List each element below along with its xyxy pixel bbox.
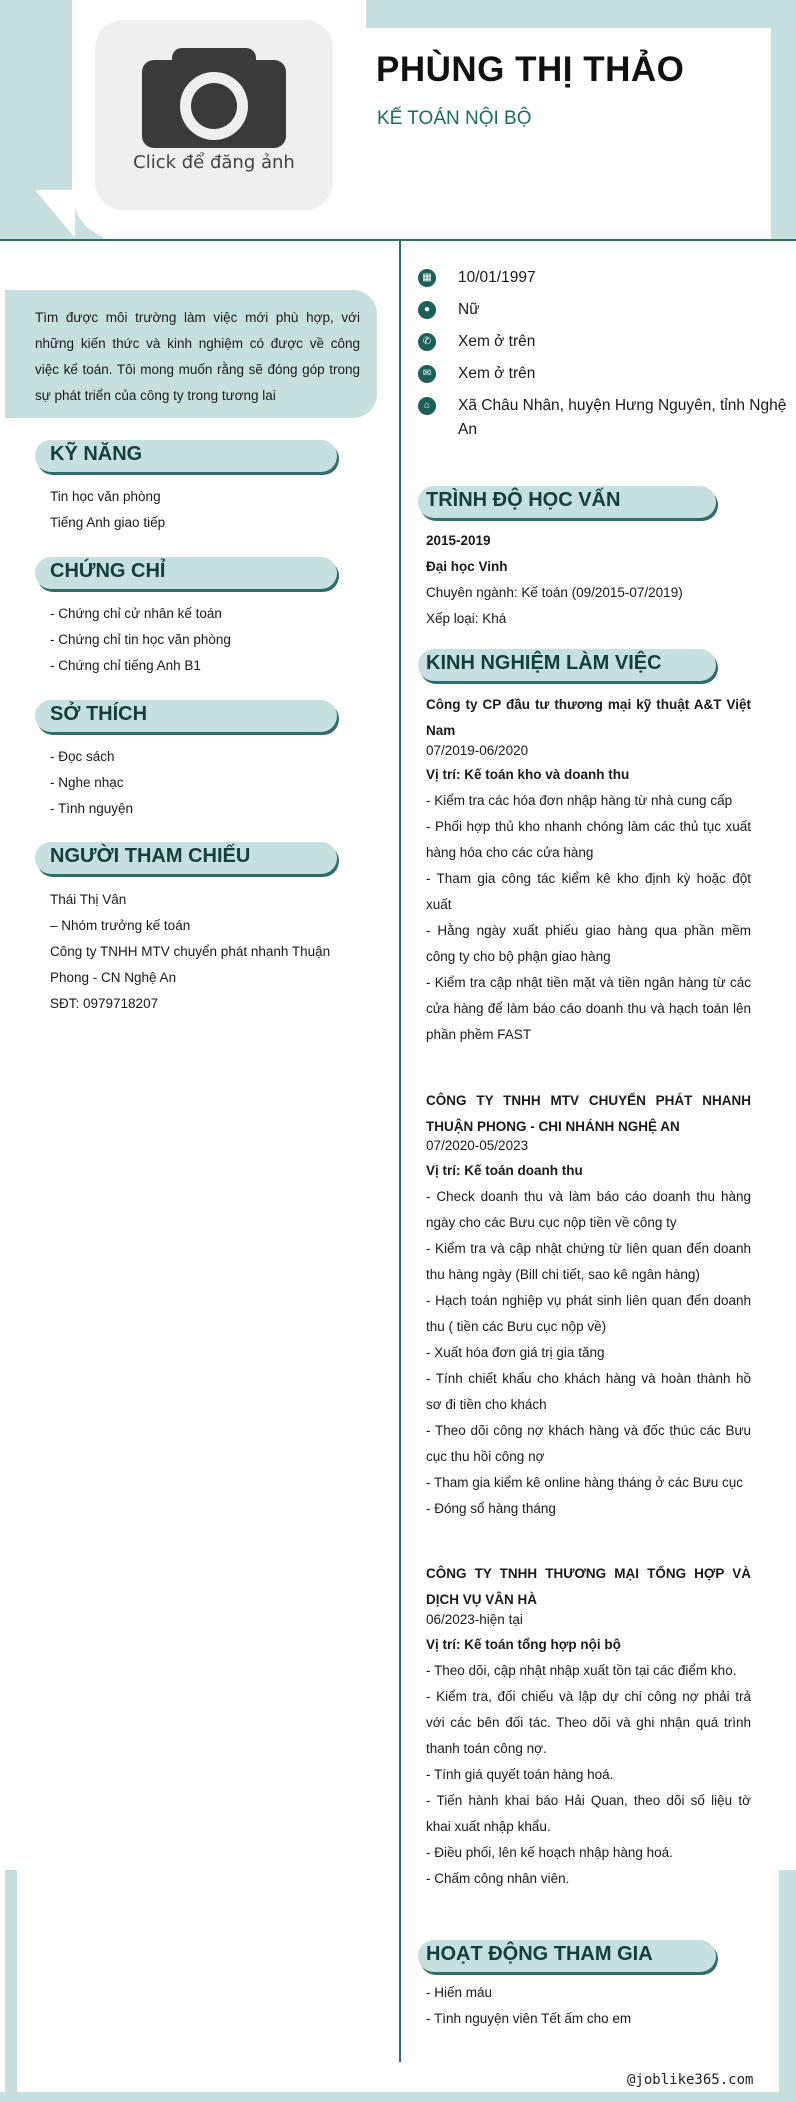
- reference-item: Công ty TNHH MTV chuyển phát nhanh Thuận Phong - CN Nghệ An: [50, 944, 331, 985]
- job-duty: - Check doanh thu và làm báo cáo doanh thu hàng ngày cho các Bưu cục nộp tiền về công ty: [426, 1189, 751, 1230]
- certificates-heading: CHỨNG CHỈ: [50, 560, 166, 582]
- job-duty: - Theo dõi công nợ khách hàng và đốc thúc các Bưu cục thu hồi công nợ: [426, 1423, 751, 1464]
- phone-text: Xem ở trên: [458, 333, 536, 350]
- job-period: 06/2023-hiện tại: [426, 1612, 523, 1627]
- job-duty: - Phối hợp thủ kho nhanh chóng làm các thủ tục xuất hàng hóa cho các cửa hàng: [426, 819, 751, 860]
- header-right-bar: [771, 0, 796, 240]
- job-position: Vị trí: Kế toán kho và doanh thu: [426, 767, 630, 782]
- phone-icon: ✆: [418, 333, 436, 351]
- job-position: Vị trí: Kế toán doanh thu: [426, 1163, 583, 1178]
- job-duty: - Tính chiết khấu cho khách hàng và hoàn thành hồ sơ đi tiền cho khách: [426, 1371, 751, 1412]
- hobby-item: - Nghe nhạc: [50, 775, 124, 790]
- skill-item: Tiếng Anh giao tiếp: [50, 515, 166, 530]
- person-icon: ●: [418, 301, 436, 319]
- education-period: 2015-2019: [426, 533, 491, 548]
- job-duty: - Tham gia công tác kiểm kê kho định kỳ hoặc đột xuất: [426, 871, 751, 912]
- education-major: Chuyên ngành: Kế toán (09/2015-07/2019): [426, 585, 683, 600]
- reference-item: – Nhóm trưởng kế toán: [50, 918, 191, 933]
- certificate-item: - Chứng chỉ tin học văn phòng: [50, 632, 231, 647]
- activities-heading: HOẠT ĐỘNG THAM GIA: [426, 1943, 653, 1965]
- job-duty: - Theo dõi, cập nhật nhập xuất tồn tại các điểm kho.: [426, 1663, 737, 1678]
- job-company: CÔNG TY TNHH MTV CHUYỂN PHÁT NHANH THUẬN PHONG - CHI NHÁNH NGHỆ AN: [426, 1093, 751, 1134]
- footer-left-bar: [5, 1870, 17, 2102]
- column-divider: [399, 240, 401, 2062]
- footer-right-bar: [779, 1870, 796, 2102]
- photo-caption[interactable]: Click để đăng ảnh: [133, 152, 295, 173]
- education-heading: TRÌNH ĐỘ HỌC VẤN: [426, 489, 621, 511]
- footer-bottom-bar: [0, 2092, 796, 2102]
- certificate-item: - Chứng chỉ tiếng Anh B1: [50, 658, 201, 673]
- job-company: Công ty CP đầu tư thương mại kỹ thuật A&T Việt Nam: [426, 697, 751, 738]
- job-duty: - Hằng ngày xuất phiếu giao hàng qua phần mềm công ty cho bộ phận giao hàng: [426, 923, 751, 964]
- camera-icon[interactable]: [142, 48, 286, 148]
- gender-text: Nữ: [458, 301, 480, 318]
- job-duty: - Tiến hành khai báo Hải Quan, theo dõi số liệu tờ khai xuất nhập khẩu.: [426, 1793, 751, 1834]
- candidate-name: PHÙNG THỊ THẢO: [376, 50, 685, 89]
- job-company: CÔNG TY TNHH THƯƠNG MẠI TỔNG HỢP VÀ DỊCH VỤ VÂN HÀ: [426, 1566, 751, 1607]
- envelope-icon: ✉: [418, 365, 436, 383]
- hobby-item: - Tình nguyện: [50, 801, 134, 816]
- education-school: Đại học Vinh: [426, 559, 508, 574]
- job-period: 07/2019-06/2020: [426, 743, 529, 758]
- job-duty: - Điều phối, lên kế hoạch nhập hàng hoá.: [426, 1845, 673, 1860]
- activity-item: - Hiến máu: [426, 1985, 493, 2000]
- job-duty: - Xuất hóa đơn giá trị gia tăng: [426, 1345, 605, 1360]
- address-text: Xã Châu Nhân, huyện Hưng Nguyên, tỉnh Nghệ An: [458, 397, 787, 438]
- reference-item: SĐT: 0979718207: [50, 996, 159, 1011]
- certificate-item: - Chứng chỉ cử nhân kế toán: [50, 606, 222, 621]
- job-duty: - Tính giá quyết toán hàng hoá.: [426, 1767, 614, 1782]
- calendar-icon: ▦: [418, 269, 436, 287]
- job-duty: - Đóng sổ hàng tháng: [426, 1501, 556, 1516]
- birthday-text: 10/01/1997: [458, 269, 536, 286]
- activity-item: - Tình nguyện viên Tết ấm cho em: [426, 2011, 632, 2026]
- job-title: KẾ TOÁN NỘI BỘ: [377, 108, 532, 129]
- job-duty: - Kiểm tra các hóa đơn nhập hàng từ nhà cung cấp: [426, 793, 733, 808]
- references-heading: NGƯỜI THAM CHIẾU: [50, 845, 251, 867]
- job-duty: - Kiểm tra cập nhật tiền mặt và tiền ngân hàng từ các cửa hàng để làm báo cáo doanh thu và hạch toán lên phần phềm FAST: [426, 975, 751, 1042]
- watermark: @joblike365.com: [627, 2072, 754, 2088]
- job-position: Vị trí: Kế toán tổng hợp nội bộ: [426, 1637, 621, 1652]
- job-duty: - Chấm công nhân viên.: [426, 1871, 570, 1886]
- home-icon: ⌂: [418, 397, 436, 415]
- job-duty: - Kiểm tra và cập nhật chứng từ liên quan đến doanh thu hàng ngày (Bill chi tiết, sao kê ngân hàng): [426, 1241, 751, 1282]
- header-divider: [0, 239, 796, 241]
- job-duty: - Kiểm tra, đối chiếu và lập dự chi công nợ phải trả với các bên đối tác. Theo dõi và ghi nhận quá trình thanh toán công nợ.: [426, 1689, 751, 1756]
- job-duty: - Tham gia kiểm kê online hàng tháng ở các Bưu cục: [426, 1475, 744, 1490]
- skill-item: Tin học văn phòng: [50, 489, 161, 504]
- experience-heading: KINH NGHIỆM LÀM VIỆC: [426, 652, 662, 674]
- hobbies-heading: SỞ THÍCH: [50, 703, 148, 725]
- photo-tail: [35, 190, 75, 238]
- hobby-item: - Đọc sách: [50, 749, 115, 764]
- education-grade: Xếp loại: Khá: [426, 611, 507, 626]
- reference-item: Thái Thị Vân: [50, 892, 127, 907]
- job-duty: - Hạch toán nghiệp vụ phát sinh liên quan đến doanh thu ( tiền các Bưu cục nộp về): [426, 1293, 751, 1334]
- skills-heading: KỸ NĂNG: [50, 443, 143, 465]
- job-period: 07/2020-05/2023: [426, 1138, 529, 1153]
- email-text: Xem ở trên: [458, 365, 536, 382]
- objective-text: Tìm được môi trường làm việc mới phù hợp, với những kiến thức và kinh nghiệm có được về công việc kế toán. Tôi mong muốn rằng sẽ đóng góp trong sự phát triển của công ty trong tương lai: [35, 310, 360, 403]
